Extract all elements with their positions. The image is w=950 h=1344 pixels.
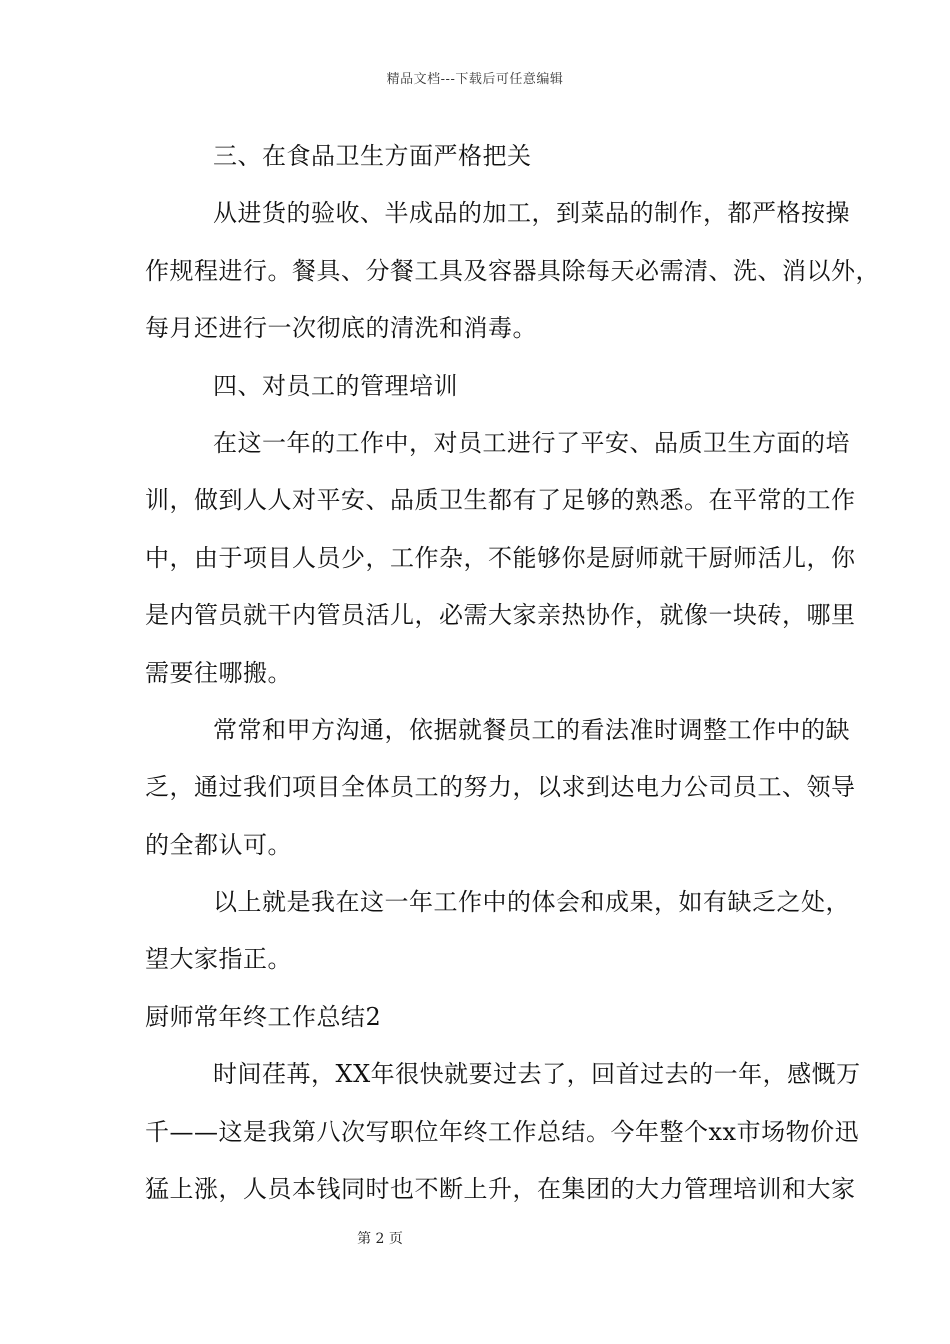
paragraph-line: 每月还进行一次彻底的清洗和消毒。	[145, 314, 537, 343]
page-number: 第 2 页	[357, 1231, 403, 1247]
paragraph-line: 千——这是我第八次写职位年终工作总结。今年整个xx市场物价迅	[145, 1117, 860, 1146]
paragraph-line: 时间荏苒，XX年很快就要过去了，回首过去的一年，感慨万	[213, 1060, 861, 1089]
page-header: 精品文档---下载后可任意编辑	[386, 72, 564, 87]
paragraph-line: 以上就是我在这一年工作中的体会和成果，如有缺乏之处，	[213, 888, 850, 917]
section-heading-staff-training: 四、对员工的管理培训	[213, 371, 458, 400]
paragraph-line: 从进货的验收、半成品的加工，到菜品的制作，都严格按操	[213, 199, 850, 228]
paragraph-line: 常常和甲方沟通，依据就餐员工的看法准时调整工作中的缺	[213, 715, 850, 744]
paragraph-line: 是内管员就干内管员活儿，必需大家亲热协作，就像一块砖，哪里	[145, 601, 856, 630]
paragraph-line: 需要往哪搬。	[145, 658, 292, 687]
paragraph-line: 训，做到人人对平安、品质卫生都有了足够的熟悉。在平常的工作	[145, 486, 856, 515]
paragraph-line: 作规程进行。餐具、分餐工具及容器具除每天必需清、洗、消以外，	[145, 256, 880, 285]
paragraph-line: 的全都认可。	[145, 830, 292, 859]
document-body	[145, 128, 880, 1218]
paragraph-line: 猛上涨，人员本钱同时也不断上升，在集团的大力管理培训和大家	[145, 1175, 856, 1204]
document-subtitle: 厨师常年终工作总结2	[145, 1002, 382, 1031]
paragraph-line: 望大家指正。	[145, 945, 292, 974]
paragraph-line: 乏，通过我们项目全体员工的努力，以求到达电力公司员工、领导	[145, 773, 856, 802]
section-heading-food-hygiene: 三、在食品卫生方面严格把关	[213, 142, 532, 170]
paragraph-line: 中，由于项目人员少，工作杂，不能够你是厨师就干厨师活儿，你	[145, 543, 856, 572]
paragraph-line: 在这一年的工作中，对员工进行了平安、品质卫生方面的培	[213, 428, 850, 457]
